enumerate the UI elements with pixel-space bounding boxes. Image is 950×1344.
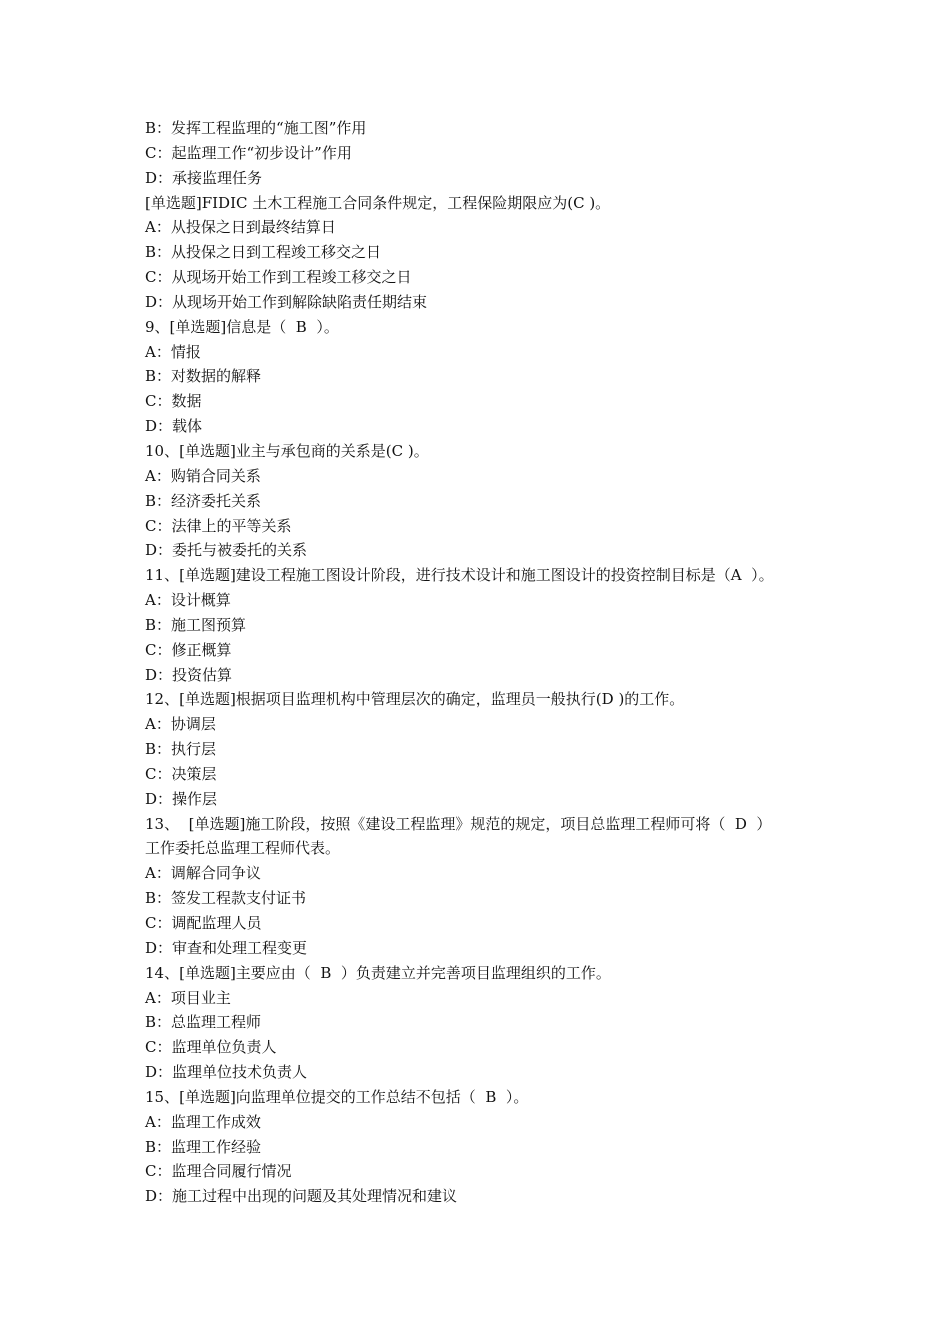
text-line: 15、[单选题]向监理单位提交的工作总结不包括（ B ）。 — [145, 1087, 529, 1106]
text-line: D：监理单位技术负责人 — [145, 1063, 308, 1082]
text-line: B：签发工程款支付证书 — [145, 889, 307, 908]
text-line: A：从投保之日到最终结算日 — [145, 218, 336, 237]
document-body — [145, 116, 845, 1209]
text-line: B：监理工作经验 — [145, 1137, 262, 1156]
text-line: D：审查和处理工程变更 — [145, 938, 308, 957]
text-line: D：投资估算 — [145, 665, 233, 684]
text-line: B：从投保之日到工程竣工移交之日 — [145, 243, 382, 262]
text-line: B：执行层 — [145, 740, 217, 759]
text-line: C：数据 — [145, 392, 202, 411]
text-line: B：对数据的解释 — [145, 367, 262, 386]
text-line: 14、[单选题]主要应由（ B ）负责建立并完善项目监理组织的工作。 — [145, 963, 611, 982]
text-line: A：调解合同争议 — [145, 864, 261, 883]
text-line: D：委托与被委托的关系 — [145, 541, 308, 560]
text-line: D：承接监理任务 — [145, 168, 263, 187]
text-line: B：施工图预算 — [145, 615, 247, 634]
text-line: 工作委托总监理工程师代表。 — [145, 839, 341, 858]
text-line: D：施工过程中出现的问题及其处理情况和建议 — [145, 1187, 458, 1206]
text-line: A：协调层 — [145, 715, 216, 734]
text-line: B：发挥工程监理的“施工图”作用 — [145, 119, 367, 137]
text-line: D：从现场开始工作到解除缺陷责任期结束 — [145, 292, 428, 311]
text-line: 10、[单选题]业主与承包商的关系是(C )。 — [145, 441, 429, 460]
text-line: 13、 [单选题]施工阶段，按照《建设工程监理》规范的规定，项目总监理工程师可将（ D ） — [145, 814, 772, 833]
text-line: [单选题]FIDIC 土木工程施工合同条件规定，工程保险期限应为(C )。 — [145, 193, 611, 212]
text-line: A：购销合同关系 — [145, 466, 261, 485]
text-line: B：总监理工程师 — [145, 1013, 262, 1032]
text-line: D：载体 — [145, 417, 203, 436]
text-line: C：调配监理人员 — [145, 914, 262, 932]
text-line: C：决策层 — [145, 764, 217, 783]
text-line: C：监理合同履行情况 — [145, 1162, 292, 1181]
text-line: C：法律上的平等关系 — [145, 516, 292, 535]
text-line: C：监理单位负责人 — [145, 1038, 277, 1057]
text-line: 11、[单选题]建设工程施工图设计阶段，进行技术设计和施工图设计的投资控制目标是（A ）。 — [145, 566, 774, 585]
text-line: B：经济委托关系 — [145, 491, 262, 510]
text-line: 9、[单选题]信息是（ B ）。 — [145, 317, 339, 336]
text-line: A：设计概算 — [145, 591, 231, 610]
text-line: C：起监理工作“初步设计”作用 — [145, 143, 352, 162]
text-line: C：从现场开始工作到工程竣工移交之日 — [145, 268, 412, 287]
text-line: A：监理工作成效 — [145, 1112, 261, 1131]
text-line: A：项目业主 — [145, 988, 231, 1007]
text-line: A：情报 — [145, 342, 201, 361]
text-line: 12、[单选题]根据项目监理机构中管理层次的确定，监理员一般执行(D )的工作。 — [145, 690, 685, 709]
text-line: D：操作层 — [145, 789, 218, 808]
text-line: C：修正概算 — [145, 640, 232, 659]
